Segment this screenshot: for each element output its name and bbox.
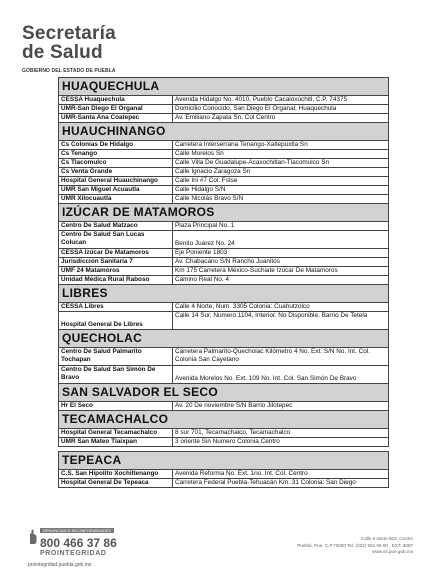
facility-address: Calle 14 Sur, Numero.1104, Interior. No Disponible, Barrio De Tetela (173, 312, 389, 330)
facility-address: 3 oriente Sin Numero Colonia Centro (173, 438, 389, 447)
address-line-3: www.ss.pue.gob.mx (372, 549, 413, 554)
table-row (59, 312, 389, 330)
section-header (59, 384, 389, 402)
table-row (59, 267, 389, 276)
section-header (59, 285, 389, 303)
facility-address: Calle Morelos Sn (173, 150, 389, 159)
table-row (59, 366, 389, 384)
section-header (59, 204, 389, 222)
facility-address: Calle Villa De Guadalupe-Acaxochitlan-Tlacomulco Sn (173, 159, 389, 168)
table-row (59, 479, 389, 488)
section-header (59, 411, 389, 429)
table-row (59, 195, 389, 204)
facility-name: Jurisdicción Sanitaria 7 (59, 258, 173, 267)
table-row (59, 159, 389, 168)
facility-name: Centro De Salud San Simón De Bravo (59, 366, 173, 384)
facility-name: UMR Xilocuautla (59, 195, 173, 204)
section-title: IZÚCAR DE MATAMOROS (59, 204, 389, 222)
facility-name: Centro De Salud San Lucas Colucan (59, 231, 173, 249)
facility-name: Hospital General De Tepeaca (59, 479, 173, 488)
facility-name: Centro De Salud Matzaco (59, 222, 173, 231)
table-row (59, 105, 389, 114)
table-row (59, 303, 389, 312)
facility-address: Avenida Reforma No. Ext. 1no. Int. Col. Centro (173, 470, 389, 479)
facility-name: UMF 24 Matamoros (59, 267, 173, 276)
facility-name: UMR-Santa Ana Coatepec (59, 114, 173, 123)
table-row (59, 96, 389, 105)
section-title: QUECHOLAC (59, 330, 389, 348)
section-header (59, 330, 389, 348)
prointegridad-hotline (28, 519, 117, 568)
table-row (59, 348, 389, 366)
table-row (59, 429, 389, 438)
facility-name: Cs Colonias De Hidalgo (59, 141, 173, 150)
facility-address: Av. Emiliano Zapata Sn. Col Centro (173, 114, 389, 123)
section-title: LIBRES (59, 285, 389, 303)
facility-name: Cs Tenango (59, 150, 173, 159)
office-address (263, 536, 413, 556)
facility-name: C.S. San Hipolito Xochiltenango (59, 470, 173, 479)
facility-address: Camino Real No. 4 (173, 276, 389, 285)
facility-address: Plaza Principal No. 1 (173, 222, 389, 231)
facility-name: UMR-San Diego El Organal (59, 105, 173, 114)
facility-name: Cs Tlacomulco (59, 159, 173, 168)
hand-icon (28, 529, 37, 545)
facility-name: Hospital General Tecamachalco (59, 429, 173, 438)
facility-address: Avenida Hidalgo No. 4010, Pueblo Cacaloxúchitl, C.P. 74375 (173, 96, 389, 105)
section-header (59, 123, 389, 141)
facility-address: Av. Chabacano S/N Rancho Juanitos (173, 258, 389, 267)
table-row (59, 177, 389, 186)
facility-name: Hr El Seco (59, 402, 173, 411)
table-row (59, 168, 389, 177)
facility-name: Hospital General De Libres (59, 312, 173, 330)
table-row (59, 222, 389, 231)
address-line-1: Calle 6 Norte 603, Centro (360, 536, 413, 541)
section-title: HUAUCHINANGO (59, 123, 389, 141)
facility-address: Carretera Interserrana Tenango-Xaltepuxtla Sn (173, 141, 389, 150)
facility-address: Avenida Morelos No. Ext. 109 No. Int. Col. San Simón De Bravo (173, 366, 389, 384)
facility-name: Unidad Médica Rural Raboso (59, 276, 173, 285)
facility-name: CESSA Libres (59, 303, 173, 312)
facility-address: Benito Juárez No. 24 (173, 231, 389, 249)
facility-address: Eje Poniente 1803 (173, 249, 389, 258)
table-row (59, 186, 389, 195)
facility-address: Calle Ini #7 Col. Fstse (173, 177, 389, 186)
facility-address: 8 sur 701, Tecamachalco, Tecamachalco (173, 429, 389, 438)
facility-address: Domicilio Conocido, San Diego El Organal, Huaquechula (173, 105, 389, 114)
health-centers-table (58, 77, 389, 488)
facility-address: Km 175 Carretera México-Suchiate Izúcar De Matamoros (173, 267, 389, 276)
logo-line-1: Secretaría (22, 23, 116, 44)
facility-address: Carretera Palmarito-Quecholac Kilómetro 4 No. Ext. S/N No. Int. Col. Colonia San Cayetano (173, 348, 389, 366)
table-row (59, 231, 389, 249)
table-row (59, 249, 389, 258)
section-title: TECAMACHALCO (59, 411, 389, 429)
section-title: TEPEACA (59, 452, 389, 470)
facility-name: UMR San Miguel Acuautla (59, 186, 173, 195)
table-row (59, 470, 389, 479)
table-row (59, 276, 389, 285)
section-title: SAN SALVADOR EL SECO (59, 384, 389, 402)
facility-address: Calle Ignacio Zaragoza Sn (173, 168, 389, 177)
table-row (59, 114, 389, 123)
facility-name: Cs Venta Grande (59, 168, 173, 177)
logo-line-2: de Salud (22, 42, 103, 63)
address-line-2: Puebla, Pue. C.P.72000 Tel. (222) 551 06 00 , EXT. 3007 (297, 542, 413, 548)
section-title: HUAQUECHULA (59, 78, 389, 96)
logo-line-3: GOBIERNO DEL ESTADO DE PUEBLA (22, 68, 116, 74)
prointegridad-brand: PROINTEGRIDAD (40, 550, 107, 557)
facility-address: Calle 4 Norte, Num. 3305 Colonia: Cuahutzolco (173, 303, 389, 312)
facility-name: Centro De Salud Palmarito Tochapan (59, 348, 173, 366)
facility-name: CESSA Huaquechula (59, 96, 173, 105)
complaints-tag: DENUNCIAS E INCONFORMIDADES (40, 528, 114, 533)
facility-address: Calle Nicolás Bravo S/N (173, 195, 389, 204)
table-row (59, 141, 389, 150)
facility-name: CESSA Izúcar De Matamoros (59, 249, 173, 258)
facility-name: UMR San Mateo Tlaixpan (59, 438, 173, 447)
secretaria-de-salud-logo (22, 24, 116, 74)
table-row (59, 438, 389, 447)
facility-name: Hospital General Huauchinango (59, 177, 173, 186)
facility-address: Calle Hidalgo S/N (173, 186, 389, 195)
table-row (59, 402, 389, 411)
facility-address: Av. 20 De noviembre S/N Barrio Jilotepec (173, 402, 389, 411)
table-row (59, 150, 389, 159)
section-header (59, 452, 389, 470)
prointegridad-website: prointegridad.puebla.gob.mx (28, 562, 92, 568)
facility-address: Carretera Federal Puebla-Tehuacán Km. 31 Colonia: San Diego (173, 479, 389, 488)
section-header (59, 78, 389, 96)
hotline-phone: 800 466 37 86 (40, 536, 117, 550)
table-row (59, 258, 389, 267)
